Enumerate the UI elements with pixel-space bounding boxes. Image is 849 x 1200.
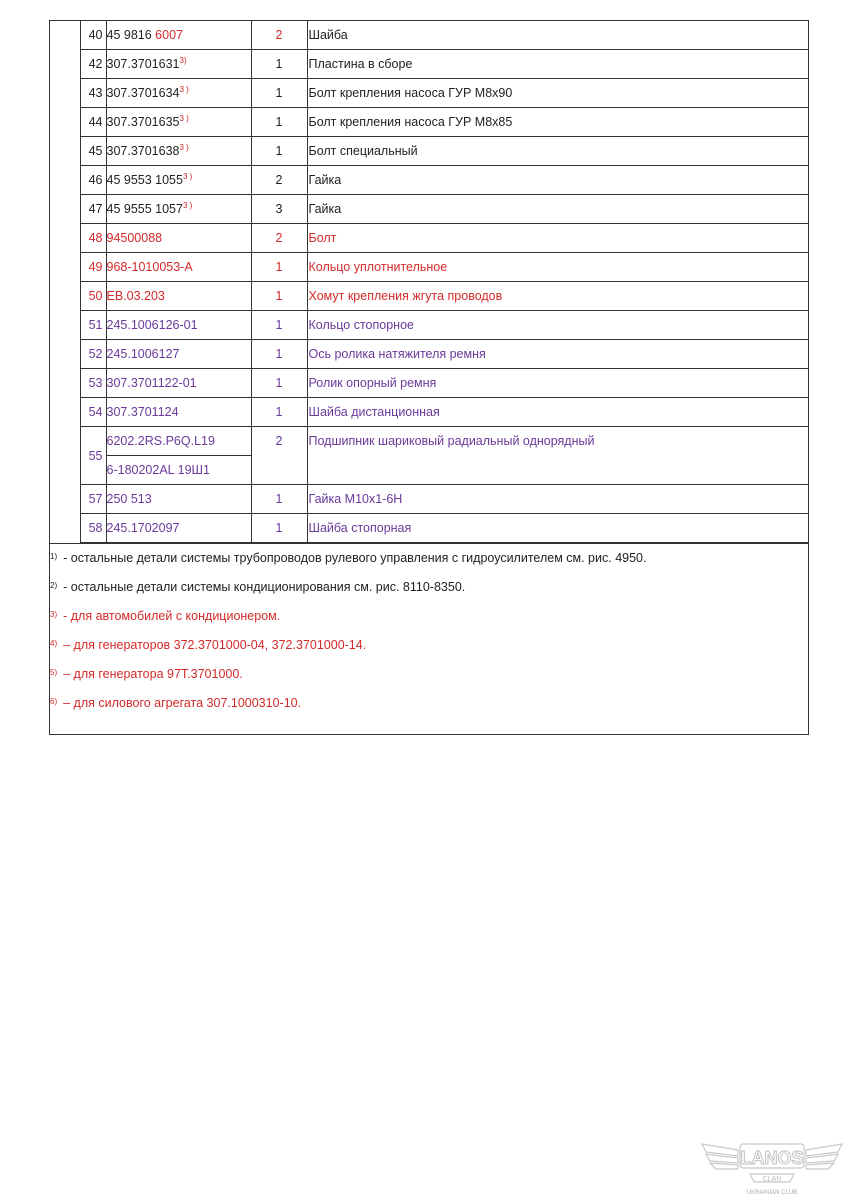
blank-margin-column <box>50 21 80 543</box>
item-number: 43 <box>80 79 106 108</box>
item-number: 49 <box>80 253 106 282</box>
parts-sheet <box>49 20 809 735</box>
table-row <box>50 21 808 50</box>
footnote-text: - остальные детали системы трубопроводов рулевого управления с гидроусилителем см. рис. 4950. <box>63 551 647 565</box>
quantity: 1 <box>251 137 307 166</box>
item-number: 52 <box>80 340 106 369</box>
quantity: 1 <box>251 514 307 543</box>
footnote <box>50 695 808 724</box>
item-number: 40 <box>80 21 106 50</box>
footnote-text: - остальные детали системы кондиционирования см. рис. 8110-8350. <box>63 580 466 594</box>
footnote-mark: 3) <box>50 610 58 619</box>
part-number: ЕВ.03.203 <box>106 282 251 311</box>
description: Гайка М10х1-6Н <box>307 485 808 514</box>
part-number: 307.3701631$^{3)}$ <box>106 50 251 79</box>
part-number: $307.3701635^{3 )}$ <box>106 108 251 137</box>
footnote <box>50 550 808 579</box>
part-number: 45 9816 6007 <box>106 21 251 50</box>
description: Шайба <box>307 21 808 50</box>
table-row <box>50 398 808 427</box>
description: Кольцо стопорное <box>307 311 808 340</box>
part-number: $307.3701634^{3 )}$ <box>106 79 251 108</box>
part-number: 45 9553 $1055^{3 )}$ <box>106 166 251 195</box>
item-number: 53 <box>80 369 106 398</box>
table-row <box>50 340 808 369</box>
table-row <box>50 427 808 456</box>
footnote-text: – для генераторов 372.3701000-04, 372.3701000-14. <box>63 638 367 652</box>
part-number: $307.3701638^{3 )}$ <box>106 137 251 166</box>
svg-text:CLAN: CLAN <box>762 1176 782 1183</box>
quantity: 1 <box>251 50 307 79</box>
footnote <box>50 579 808 608</box>
description: Кольцо уплотнительное <box>307 253 808 282</box>
table-row <box>50 224 808 253</box>
footnote-mark: 2) <box>50 581 58 590</box>
description: Болт специальный <box>307 137 808 166</box>
part-number: 245.1006126-01 <box>106 311 251 340</box>
description: Шайба дистанционная <box>307 398 808 427</box>
quantity: 1 <box>251 253 307 282</box>
part-number: 45 9555 $1057^{3 )}$ <box>106 195 251 224</box>
description: Болт крепления насоса ГУР М8х85 <box>307 108 808 137</box>
part-number: 307.3701124 <box>106 398 251 427</box>
footnote-mark: 6) <box>50 697 58 706</box>
table-row <box>50 79 808 108</box>
item-number: 51 <box>80 311 106 340</box>
quantity: 1 <box>251 79 307 108</box>
parts-table <box>50 21 808 543</box>
description: Хомут крепления жгута проводов <box>307 282 808 311</box>
table-row <box>50 311 808 340</box>
description: Пластина в сборе <box>307 50 808 79</box>
footnote-ref: 3 ) <box>179 114 189 123</box>
part-number: 245.1006127 <box>106 340 251 369</box>
lanos-clan-logo <box>698 1136 846 1198</box>
footnote-text: – для силового агрегата 307.1000310-10. <box>63 696 302 710</box>
footnote-mark: 4) <box>50 639 58 648</box>
description: Гайка <box>307 166 808 195</box>
footnote-mark: 1) <box>50 552 58 561</box>
table-row <box>50 166 808 195</box>
svg-text:UKRAINIAN CLUB: UKRAINIAN CLUB <box>746 1190 798 1196</box>
item-number: 57 <box>80 485 106 514</box>
description: Гайка <box>307 195 808 224</box>
part-number: 968-1010053-А <box>106 253 251 282</box>
table-row <box>50 369 808 398</box>
footnote-ref: 3) <box>179 56 187 65</box>
part-number: 94500088 <box>106 224 251 253</box>
quantity: 2 <box>251 224 307 253</box>
table-row <box>50 253 808 282</box>
footnote-ref: 3 ) <box>182 172 193 181</box>
quantity: 1 <box>251 398 307 427</box>
item-number: 47 <box>80 195 106 224</box>
quantity: 2 <box>251 166 307 195</box>
quantity: 3 <box>251 195 307 224</box>
description: Шайба стопорная <box>307 514 808 543</box>
table-row <box>50 108 808 137</box>
quantity: 1 <box>251 485 307 514</box>
table-row <box>50 195 808 224</box>
footnote <box>50 608 808 637</box>
footnote-ref: 3 ) <box>182 201 193 210</box>
description: Болт крепления насоса ГУР М8х90 <box>307 79 808 108</box>
quantity: 1 <box>251 311 307 340</box>
item-number: 42 <box>80 50 106 79</box>
description: Подшипник шариковый радиальный однорядный <box>307 427 808 485</box>
table-row <box>50 485 808 514</box>
table-row <box>50 50 808 79</box>
footnote-ref: 3 ) <box>179 143 189 152</box>
footnote-mark: 5) <box>50 668 58 677</box>
part-number: 245.1702097 <box>106 514 251 543</box>
description: Ось ролика натяжителя ремня <box>307 340 808 369</box>
quantity: 2 <box>251 427 307 485</box>
part-number: 6202.2RS.P6Q.L19 <box>106 427 251 456</box>
item-number: 55 <box>80 427 106 485</box>
footnotes <box>50 543 808 734</box>
item-number: 46 <box>80 166 106 195</box>
alt-part-number: 6-180202AL 19Ш1 <box>106 456 251 485</box>
item-number: 45 <box>80 137 106 166</box>
item-number: 58 <box>80 514 106 543</box>
item-number: 50 <box>80 282 106 311</box>
footnote-text: - для автомобилей с кондиционером. <box>63 609 281 623</box>
footnote-text: – для генератора 97Т.3701000. <box>63 667 243 681</box>
part-number: 250 513 <box>106 485 251 514</box>
quantity: 1 <box>251 108 307 137</box>
table-row <box>50 137 808 166</box>
quantity: 1 <box>251 340 307 369</box>
footnote <box>50 666 808 695</box>
item-number: 44 <box>80 108 106 137</box>
quantity: 2 <box>251 21 307 50</box>
item-number: 48 <box>80 224 106 253</box>
svg-text:LANOS: LANOS <box>740 1148 804 1168</box>
table-row <box>50 282 808 311</box>
part-number: 307.3701122-01 <box>106 369 251 398</box>
footnote <box>50 637 808 666</box>
table-row <box>50 514 808 543</box>
description: Болт <box>307 224 808 253</box>
item-number: 54 <box>80 398 106 427</box>
description: Ролик опорный ремня <box>307 369 808 398</box>
footnote-ref: 3 ) <box>179 85 189 94</box>
quantity: 1 <box>251 369 307 398</box>
quantity: 1 <box>251 282 307 311</box>
